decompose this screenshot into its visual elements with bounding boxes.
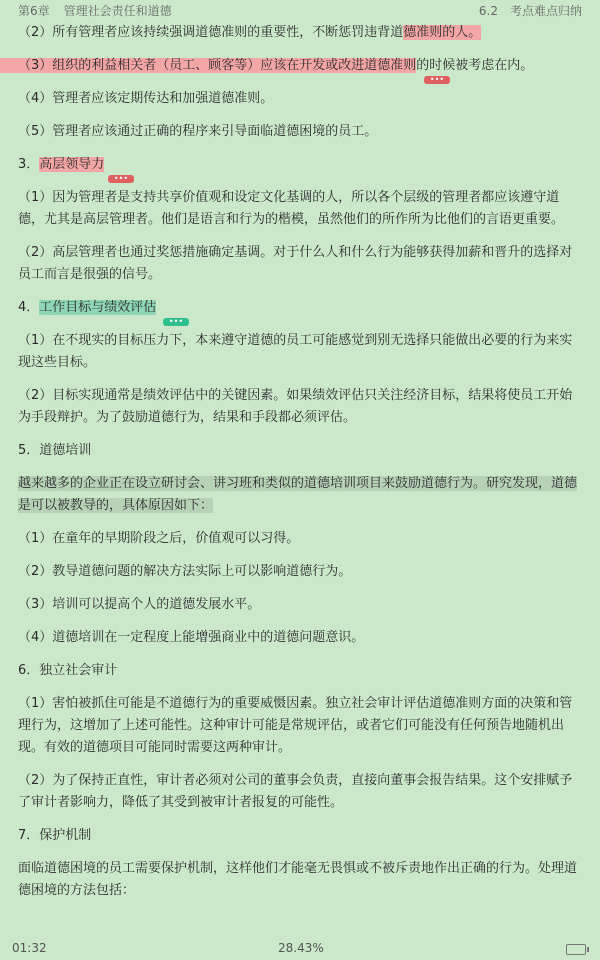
- note-marker-icon[interactable]: •••: [108, 175, 134, 183]
- paragraph: （3）培训可以提高个人的道德发展水平。: [18, 597, 261, 612]
- section-title: 考点难点归纳: [509, 4, 582, 18]
- section-heading: 6．独立社会审计: [18, 663, 118, 678]
- paragraph: （1）害怕被抓住可能是不道德行为的重要威慑因素。独立社会审计评估道德准则方面的决策和管理行为，这增加了上述可能性。这种审计可能是常规评估，或者它们可能没有任何预告地随机出现。有效的道德项目可能同时需要这两种审计。: [18, 696, 573, 755]
- paragraph-text: （2）所有管理者应该持续强调道德准则的重要性，不断惩罚违背道: [18, 25, 404, 40]
- chapter-number: 第6章: [18, 4, 50, 18]
- highlight-red[interactable]: 高层领导力: [39, 157, 105, 172]
- paragraph: （1）因为管理者是支持共享价值观和设定文化基调的人，所以各个层级的管理者都应该遵守道德，尤其是高层管理者。他们是语言和行为的楷模，虽然他们的所作所为比他们的言语更重要。: [18, 190, 565, 227]
- section-heading: [18, 297, 582, 326]
- paragraph-text: 的时候被考虑在内。: [416, 58, 534, 73]
- paragraph: （2）教导道德问题的解决方法实际上可以影响道德行为。: [18, 564, 352, 579]
- clock: 01:32: [12, 941, 47, 955]
- highlight-red[interactable]: 德准则的人。: [403, 25, 482, 40]
- paragraph: [18, 55, 582, 84]
- section-info: [479, 2, 582, 19]
- section-number: 6.2: [478, 4, 498, 18]
- paragraph: （4）道德培训在一定程度上能增强商业中的道德问题意识。: [18, 630, 365, 645]
- paragraph: （5）管理者应该通过正确的程序来引导面临道德困境的员工。: [18, 124, 378, 139]
- paragraph: 面临道德困境的员工需要保护机制，这样他们才能毫无畏惧或不被斥责地作出正确的行为。处理道德困境的方法包括：: [18, 861, 578, 898]
- paragraph: （2）为了保持正直性，审计者必须对公司的董事会负责，直接向董事会报告结果。这个安排赋予了审计者影响力，降低了其受到被审计者报复的可能性。: [18, 773, 573, 810]
- highlight-green[interactable]: 工作目标与绩效评估: [39, 300, 157, 315]
- paragraph: [18, 22, 582, 44]
- paragraph: （2）目标实现通常是绩效评估中的关键因素。如果绩效评估只关注经济目标，结果将使员工开始为手段辩护。为了鼓励道德行为，结果和手段都必须评估。: [18, 388, 573, 425]
- section-heading: [18, 154, 582, 183]
- paragraph: [18, 473, 582, 517]
- note-marker-icon[interactable]: •••: [163, 318, 189, 326]
- paragraph: （4）管理者应该定期传达和加强道德准则。: [18, 91, 274, 106]
- page-content[interactable]: [18, 22, 582, 913]
- highlight-red[interactable]: （3）组织的利益相关者（员工、顾客等）应该在开发或改进道德准则: [0, 58, 416, 73]
- paragraph: （1）在童年的早期阶段之后，价值观可以习得。: [18, 531, 300, 546]
- heading-number: 3．: [18, 157, 40, 172]
- chapter-info: [18, 2, 172, 19]
- note-marker-icon[interactable]: •••: [424, 76, 450, 84]
- section-heading: 7．保护机制: [18, 828, 92, 843]
- paragraph: （1）在不现实的目标压力下，本来遵守道德的员工可能感觉到别无选择只能做出必要的行为来实现这些目标。: [18, 333, 573, 370]
- battery-icon: [566, 944, 586, 955]
- reading-progress: 28.43%: [278, 941, 324, 955]
- highlight-gray[interactable]: 越来越多的企业正在设立研讨会、讲习班和类似的道德培训项目来鼓励道德行为。研究发现，道德是可以被教导的，具体原因如下：: [18, 476, 578, 513]
- reader-footer: [0, 936, 600, 960]
- reader-header: [0, 0, 600, 22]
- chapter-title: 管理社会责任和道德: [63, 4, 172, 18]
- section-heading: 5．道德培训: [18, 443, 92, 458]
- paragraph: （2）高层管理者也通过奖惩措施确定基调。对于什么人和什么行为能够获得加薪和晋升的选择对员工而言是很强的信号。: [18, 245, 573, 282]
- heading-number: 4．: [18, 300, 40, 315]
